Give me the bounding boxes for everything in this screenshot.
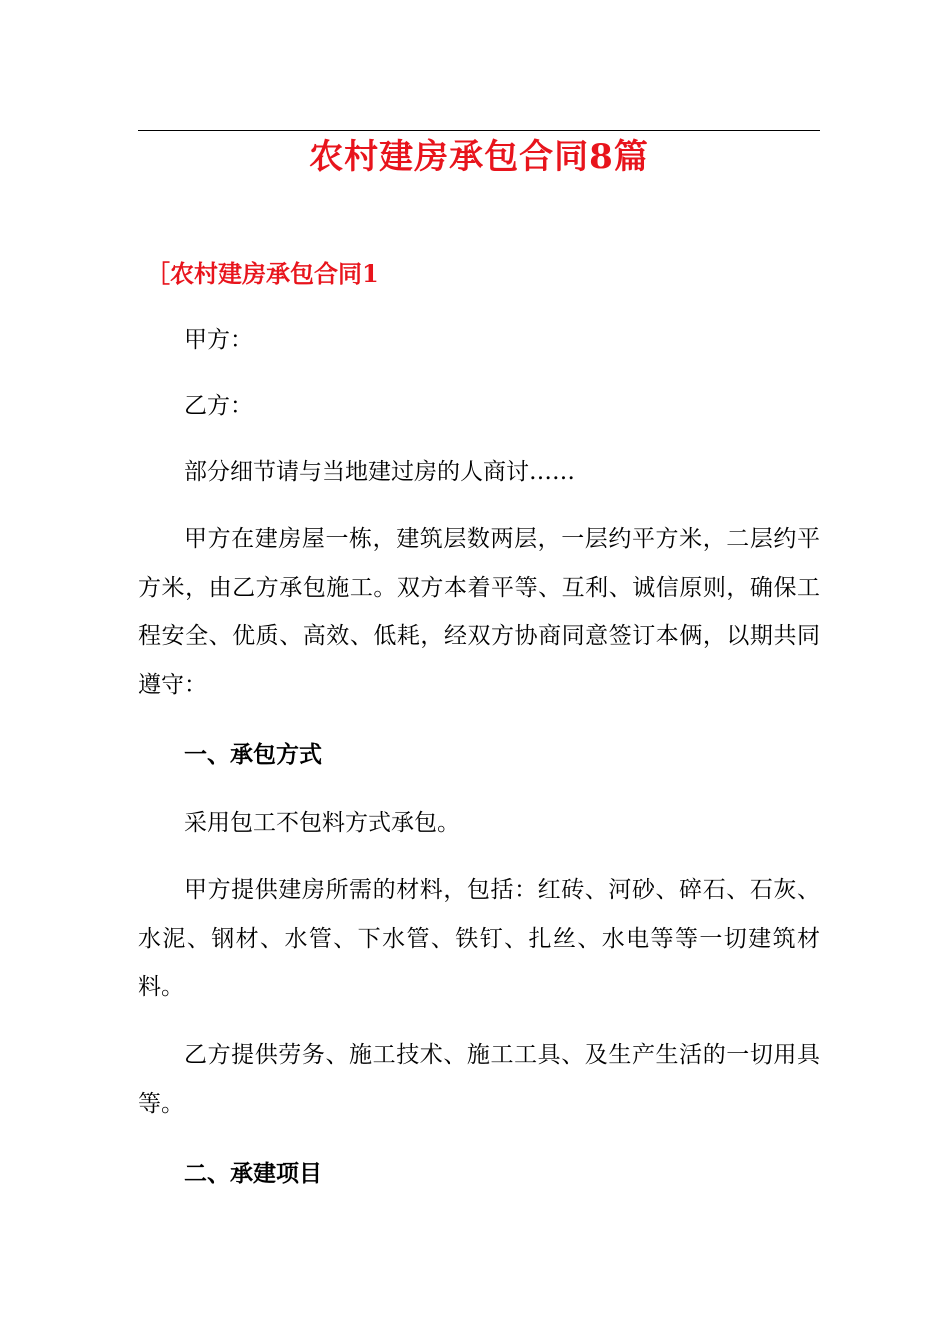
heading-contract-method: 一、承包方式 — [184, 741, 322, 768]
party-a-line: 甲方： — [184, 327, 253, 353]
paragraph-contract-method: 采用包工不包料方式承包。 — [184, 810, 460, 836]
intro-paragraph: 甲方在建房屋一栋，建筑层数两层，一层约平方米，二层约平方米，由乙方承包施工。双方本着平等、互利、诚信原则，确保工程安全、优质、高效、低耗，经双方协商同意签订本俩，以期共同遵守： — [138, 526, 820, 698]
party-b-line: 乙方： — [184, 393, 253, 419]
header-rule — [138, 130, 820, 131]
document-title: 农村建房承包合同8篇 — [309, 137, 649, 177]
note-paragraph: 部分细节请与当地建过房的人商讨…… — [184, 459, 575, 485]
section-title: ［农村建房承包合同1 — [146, 259, 379, 288]
paragraph-materials: 甲方提供建房所需的材料，包括：红砖、河砂、碎石、石灰、水泥、钢材、水管、下水管、铁钉、扎丝、水电等等一切建筑材料。 — [138, 877, 820, 1000]
paragraph-labor: 乙方提供劳务、施工技术、施工工具、及生产生活的一切用具等。 — [138, 1042, 820, 1117]
heading-construction-items: 二、承建项目 — [184, 1160, 322, 1187]
